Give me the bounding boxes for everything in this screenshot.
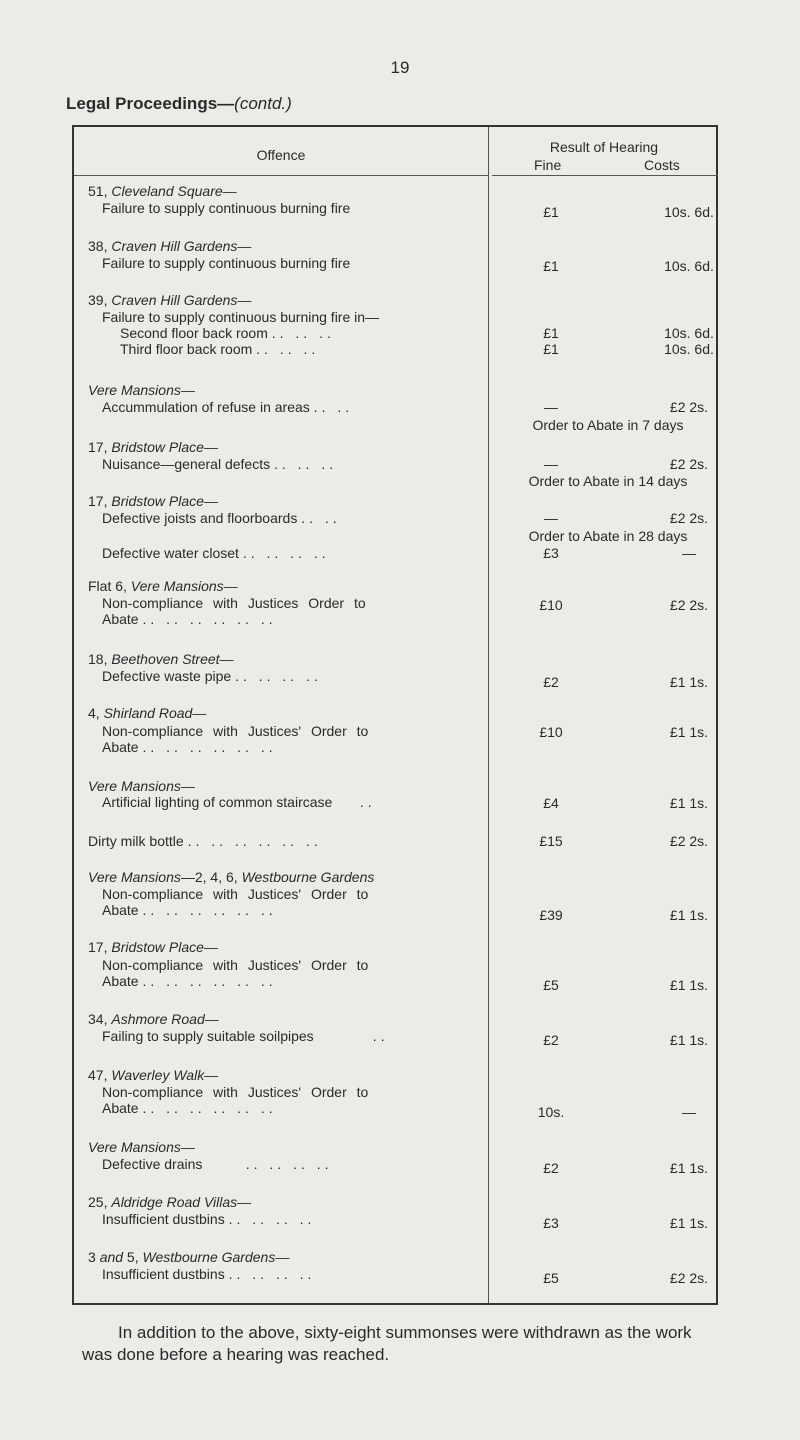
offence-description: Non-compliance with Justices' Order to — [102, 1084, 369, 1100]
cost-value: £2 2s. — [669, 456, 709, 472]
cost-value: £1 1s. — [669, 1215, 709, 1231]
offence-description: Accummulation of refuse in areas .. .. — [102, 399, 354, 415]
offence-sub-item: Second floor back room .. .. .. — [120, 325, 335, 341]
offence-description: Nuisance—general defects .. .. .. — [102, 456, 338, 472]
cost-value: — — [682, 1104, 696, 1120]
address: Vere Mansions— — [88, 778, 195, 794]
order-note: Order to Abate in 7 days — [532, 417, 684, 433]
fine-value: £1 — [543, 341, 559, 357]
cost-value: £1 1s. — [669, 977, 709, 993]
fine-value: — — [544, 456, 558, 472]
fine-value: £1 — [543, 258, 559, 274]
section-heading — [66, 94, 292, 114]
cost-value: 10s. 6d. — [664, 341, 714, 357]
fine-value: £10 — [539, 724, 563, 740]
cost-value: £2 2s. — [669, 1270, 709, 1286]
fine-value: £3 — [543, 545, 559, 561]
address: Vere Mansions— — [88, 1139, 195, 1155]
cost-value: £1 1s. — [669, 795, 709, 811]
fine-value: £15 — [539, 833, 563, 849]
address: 34, Ashmore Road— — [88, 1011, 219, 1027]
address: 3 and 5, Westbourne Gardens— — [88, 1249, 290, 1265]
heading-title: Legal Proceedings— — [66, 94, 235, 113]
cost-value: — — [682, 545, 696, 561]
offence-description: Failing to supply suitable soilpipes .. — [102, 1028, 389, 1044]
offence-description: Defective drains .. .. .. .. — [102, 1156, 333, 1172]
address: 17, Bridstow Place— — [88, 493, 218, 509]
offence-description: Defective joists and floorboards .. .. — [102, 510, 341, 526]
cost-value: £1 1s. — [669, 724, 709, 740]
address: 17, Bridstow Place— — [88, 439, 218, 455]
offence-sub-item: Third floor back room .. .. .. — [120, 341, 320, 357]
address: 4, Shirland Road— — [88, 705, 207, 721]
fine-value: £5 — [543, 977, 559, 993]
column-divider — [488, 127, 489, 1303]
offence-description: Insufficient dustbins .. .. .. .. — [102, 1211, 316, 1227]
address: Vere Mansions—2, 4, 6, Westbourne Gardens — [88, 869, 375, 885]
address: 25, Aldridge Road Villas— — [88, 1194, 252, 1210]
fine-value: £39 — [539, 907, 563, 923]
order-note: Order to Abate in 14 days — [528, 473, 688, 489]
cost-value: £1 1s. — [669, 1160, 709, 1176]
fine-value: £2 — [543, 674, 559, 690]
address: Flat 6, Vere Mansions— — [88, 578, 238, 594]
offence-description: Insufficient dustbins .. .. .. .. — [102, 1266, 316, 1282]
fine-column-header: Fine — [534, 157, 562, 173]
fine-value: — — [544, 399, 558, 415]
result-column-header: Result of Hearing — [549, 139, 659, 155]
offence-column-header: Offence — [256, 147, 306, 163]
offence-description: Non-compliance with Justices Order to — [102, 595, 366, 611]
offence-description: Non-compliance with Justices' Order to — [102, 886, 369, 902]
cost-value: £2 2s. — [669, 597, 709, 613]
offence-description: Non-compliance with Justices' Order to — [102, 957, 369, 973]
cost-value: £1 1s. — [669, 907, 709, 923]
offence-description-cont: Abate .. .. .. .. .. .. — [102, 739, 277, 755]
offence-description-cont: Abate .. .. .. .. .. .. — [102, 1100, 277, 1116]
offence-description-cont: Abate .. .. .. .. .. .. — [102, 902, 277, 918]
offence-description: Defective waste pipe .. .. .. .. — [102, 668, 322, 684]
cost-value: £2 2s. — [669, 510, 709, 526]
cost-value: £2 2s. — [669, 833, 709, 849]
offence-description: Failure to supply continuous burning fire — [102, 255, 351, 271]
costs-column-header: Costs — [644, 157, 680, 173]
fine-value: — — [544, 510, 558, 526]
order-note: Order to Abate in 28 days — [528, 528, 688, 544]
fine-value: £5 — [543, 1270, 559, 1286]
proceedings-table — [72, 125, 718, 1305]
address: 18, Beethoven Street— — [88, 651, 234, 667]
fine-value: £10 — [539, 597, 563, 613]
header-rule — [74, 175, 488, 176]
fine-value: 10s. — [537, 1104, 565, 1120]
fine-value: £3 — [543, 1215, 559, 1231]
offence-description-cont: Abate .. .. .. .. .. .. — [102, 973, 277, 989]
cost-value: 10s. 6d. — [664, 258, 714, 274]
cost-value: 10s. 6d. — [664, 204, 714, 220]
fine-value: £2 — [543, 1032, 559, 1048]
fine-value: £1 — [543, 325, 559, 341]
cost-value: £2 2s. — [669, 399, 709, 415]
address: 47, Waverley Walk— — [88, 1067, 219, 1083]
offence-description-cont: Abate .. .. .. .. .. .. — [102, 611, 277, 627]
cost-value: £1 1s. — [669, 1032, 709, 1048]
page-number: 19 — [390, 58, 410, 77]
offence-description: Defective water closet .. .. .. .. — [102, 545, 330, 561]
fine-value: £2 — [543, 1160, 559, 1176]
address: 51, Cleveland Square— — [88, 183, 237, 199]
offence-description: Dirty milk bottle .. .. .. .. .. .. — [88, 833, 322, 849]
cost-value: £1 1s. — [669, 674, 709, 690]
fine-value: £4 — [543, 795, 559, 811]
cost-value: 10s. 6d. — [664, 325, 714, 341]
header-rule-result — [492, 175, 718, 176]
offence-description: Failure to supply continuous burning fire — [102, 200, 351, 216]
fine-value: £1 — [543, 204, 559, 220]
address: 17, Bridstow Place— — [88, 939, 218, 955]
heading-contd: (contd.) — [234, 94, 292, 113]
footnote-paragraph: In addition to the above, sixty-eight summonses were withdrawn as the work was done before a hearing was reached. — [82, 1323, 692, 1364]
offence-description: Non-compliance with Justices' Order to — [102, 723, 369, 739]
address: Vere Mansions— — [88, 382, 195, 398]
offence-description: Artificial lighting of common staircase .. — [102, 794, 376, 810]
offence-description: Failure to supply continuous burning fire in— — [102, 309, 380, 325]
address: 39, Craven Hill Gardens— — [88, 292, 252, 308]
address: 38, Craven Hill Gardens— — [88, 238, 252, 254]
